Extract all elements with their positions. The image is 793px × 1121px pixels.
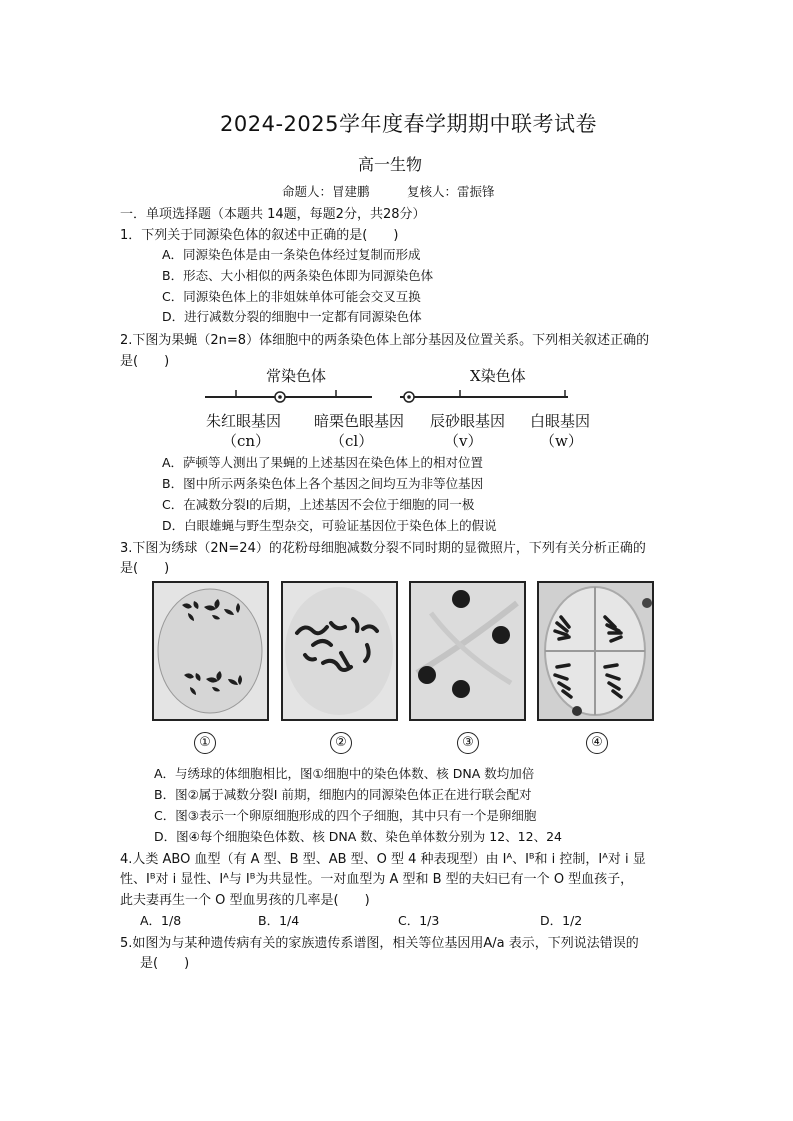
gene-cl-name: 暗栗色眼基因	[314, 412, 405, 430]
exam-subtitle: 高一生物	[358, 155, 423, 174]
gene-cn-symbol: （cn）	[222, 432, 271, 450]
section-heading: 一．单项选择题（本题共 14题，每题2分，共28分）	[120, 207, 426, 222]
micrograph-4	[537, 581, 654, 721]
question-1-option-a: A．同源染色体是由一条染色体经过复制而形成	[162, 247, 421, 262]
question-4-option-b: B．1/4	[258, 913, 300, 928]
question-3-option-c: C．图③表示一个卵原细胞形成的四个子细胞，其中只有一个是卵细胞	[154, 808, 537, 823]
micrograph-1-label: ①	[194, 732, 216, 754]
micrograph-1	[152, 581, 269, 721]
question-2-option-d: D．白眼雄蝇与野生型杂交，可验证基因位于染色体上的假说	[162, 518, 497, 533]
question-3-option-a: A．与绣球的体细胞相比，图①细胞中的染色体数、核 DNA 数均加倍	[154, 766, 535, 781]
micrograph-2-label: ②	[330, 732, 352, 754]
question-3-option-d: D．图④每个细胞染色体数、核 DNA 数、染色单体数分别为 12、12、24	[154, 829, 562, 844]
question-2-stem-line1: 2.下图为果蝇（2n=8）体细胞中的两条染色体上部分基因及位置关系。下列相关叙述正确的	[120, 333, 650, 348]
question-2-stem-line2: 是( )	[120, 354, 170, 369]
question-4-line2: 性、Iᴮ对 i 显性、Iᴬ与 Iᴮ为共显性。一对血型为 A 型和 B 型的夫妇已有一个 O 型血孩子，	[120, 872, 634, 887]
gene-w-symbol: （w）	[540, 432, 583, 450]
exam-title: 2024-2025学年度春学期期中联考试卷	[220, 112, 597, 136]
gene-v-symbol: （v）	[444, 432, 483, 450]
question-5-line1: 5.如图为与某种遗传病有关的家族遗传系谱图，相关等位基因用A/a 表示，下列说法错误的	[120, 936, 639, 951]
question-1-stem: 1．下列关于同源染色体的叙述中正确的是( )	[120, 228, 399, 243]
question-5-line2: 是( )	[140, 956, 190, 971]
question-2-option-b: B．图中所示两条染色体上各个基因之间均互为非等位基因	[162, 476, 484, 491]
question-3-stem-line1: 3.下图为绣球（2N=24）的花粉母细胞减数分裂不同时期的显微照片，下列有关分析正确的	[120, 541, 646, 556]
question-2-option-c: C．在减数分裂Ⅰ的后期，上述基因不会位于细胞的同一极	[162, 497, 475, 512]
question-4-line3: 此夫妻再生一个 O 型血男孩的几率是( )	[120, 893, 370, 908]
question-4-option-c: C．1/3	[398, 913, 440, 928]
micrograph-2	[281, 581, 398, 721]
question-4-option-d: D．1/2	[540, 913, 583, 928]
question-2-option-a: A．萨顿等人测出了果蝇的上述基因在染色体上的相对位置	[162, 455, 484, 470]
question-3-stem-line2: 是( )	[120, 561, 170, 576]
gene-cl-symbol: （cl）	[330, 432, 374, 450]
question-4-option-a: A．1/8	[140, 913, 182, 928]
question-1-option-b: B．形态、大小相似的两条染色体即为同源染色体	[162, 268, 434, 283]
micrograph-3	[409, 581, 526, 721]
gene-v-name: 辰砂眼基因	[430, 412, 506, 430]
chromosome-gene-diagram	[200, 362, 600, 452]
gene-w-name: 白眼基因	[530, 412, 591, 430]
authors-line: 命题人：冒建鹏 复核人：雷振锋	[282, 184, 495, 199]
x-chromosome-label: X染色体	[470, 367, 526, 385]
question-4-line1: 4.人类 ABO 血型（有 A 型、B 型、AB 型、O 型 4 种表现型）由 Iᴬ、Iᴮ和 i 控制，Iᴬ对 i 显	[120, 852, 646, 867]
micrograph-3-label: ③	[457, 732, 479, 754]
gene-cn-name: 朱红眼基因	[206, 412, 282, 430]
question-3-option-b: B．图②属于减数分裂Ⅰ 前期，细胞内的同源染色体正在进行联会配对	[154, 787, 532, 802]
autosome-label: 常染色体	[266, 367, 327, 385]
question-1-option-c: C．同源染色体上的非姐妹单体可能会交叉互换	[162, 289, 421, 304]
micrograph-4-label: ④	[586, 732, 608, 754]
question-1-option-d: D．进行减数分裂的细胞中一定都有同源染色体	[162, 309, 422, 324]
